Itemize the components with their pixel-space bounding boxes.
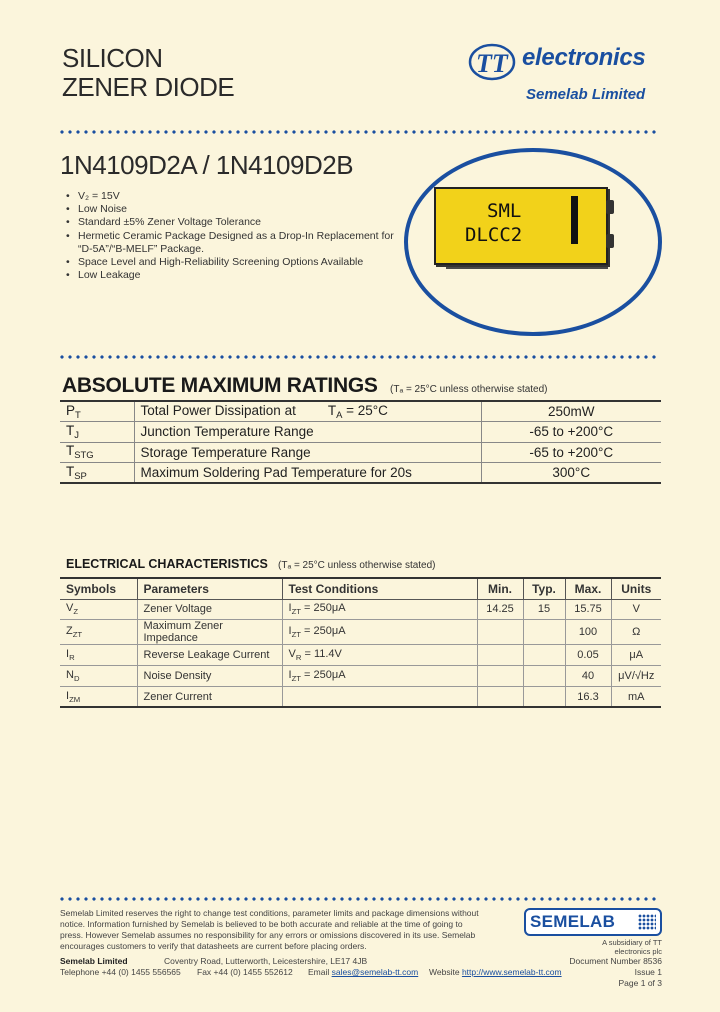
symbol: P — [66, 402, 76, 418]
column-header: Parameters — [137, 578, 282, 599]
symbol: T — [66, 443, 75, 459]
title-line-2: ZENER DIODE — [62, 72, 235, 102]
page-number: Page 1 of 3 — [618, 978, 662, 988]
divider-dotted — [58, 355, 660, 359]
column-header: Max. — [565, 578, 611, 599]
typ-value: 15 — [523, 599, 565, 620]
email-label: Email — [308, 967, 330, 977]
rating-value: 250mW — [481, 401, 661, 422]
column-header: Units — [611, 578, 661, 599]
parameter: Noise Density — [137, 666, 282, 687]
document-title — [62, 44, 234, 102]
min-value — [477, 666, 523, 687]
ratings-note: (Tₐ = 25°C unless otherwise stated) — [390, 384, 548, 395]
subsidiary-note: A subsidiary of TT electronics plc — [602, 938, 662, 956]
semelab-grid-icon — [638, 914, 656, 930]
table-row: $Z_{ZT}$ Maximum Zener Impedance $I_{ZT} = 250\mu A$ 100 Ω — [60, 620, 661, 645]
table-row: $I_R$ Reverse Leakage Current $V_R = 11.4V$ 0.05 μA — [60, 645, 661, 666]
feature-item: • V₂ = 15V — [66, 190, 396, 203]
parameter: Storage Temperature Range — [134, 442, 481, 463]
part-number-title: 1N4109D2A / 1N4109D2B — [60, 150, 354, 180]
symbol: Z — [66, 625, 73, 638]
table-row: $T_J$ Junction Temperature Range -65 to +200°C — [60, 422, 661, 443]
symbol: I — [66, 689, 70, 702]
symbol: T — [66, 463, 75, 479]
website-label: Website — [429, 967, 460, 977]
package-pad — [606, 234, 614, 248]
ratings-title: ABSOLUTE MAXIMUM RATINGS — [62, 374, 378, 397]
column-header: Test Conditions — [282, 578, 477, 599]
document-number: Document Number 8536 — [569, 956, 662, 966]
typ-value — [523, 620, 565, 645]
max-value: 0.05 — [565, 645, 611, 666]
feature-item: • Low Noise — [66, 203, 396, 216]
logo-subtitle: Semelab Limited — [526, 86, 646, 103]
unit: μA — [611, 645, 661, 666]
column-header: Typ. — [523, 578, 565, 599]
test-condition: I — [288, 668, 292, 681]
package-cathode-band — [571, 196, 578, 244]
ratings-table — [60, 400, 661, 484]
disclaimer-text: Semelab Limited reserves the right to change test conditions, parameter limits and package dimensions without notice. Information furnished by Semelab is believed to be both accurate and reliable at the time of going to press. However Semelab assumes no responsibility for any errors or omissions discovered in its use. Semelab encourages customers to verify that datasheets are current before placing orders. — [60, 908, 479, 951]
max-value: 40 — [565, 666, 611, 687]
fax: Fax +44 (0) 1455 552612 — [197, 967, 293, 977]
company-name: Semelab Limited — [60, 956, 128, 966]
parameter: Maximum Soldering Pad Temperature for 20s — [134, 463, 481, 484]
parameter: Total Power Dissipation at — [140, 402, 296, 418]
package-pad — [606, 200, 614, 214]
telephone: Telephone +44 (0) 1455 556565 — [60, 967, 181, 977]
parameter: Zener Current — [137, 686, 282, 707]
electrical-title: ELECTRICAL CHARACTERISTICS — [66, 557, 268, 571]
column-header: Min. — [477, 578, 523, 599]
max-value: 15.75 — [565, 599, 611, 620]
package-label-line-1: SML — [487, 200, 522, 222]
divider-dotted — [58, 130, 660, 134]
parameter: Zener Voltage — [137, 599, 282, 620]
table-row: $T_{STG}$ Storage Temperature Range -65 to +200°C — [60, 442, 661, 463]
max-value: 16.3 — [565, 686, 611, 707]
feature-item: • Hermetic Ceramic Package Designed as a Drop-In Replacement for “D-5A”/“B-MELF” Package. — [66, 230, 396, 256]
rating-value: 300°C — [481, 463, 661, 484]
svg-text:TT: TT — [476, 49, 508, 78]
table-row: $I_{ZM}$ Zener Current 16.3 mA — [60, 686, 661, 707]
feature-item: • Low Leakage — [66, 269, 396, 282]
electrical-table — [60, 577, 661, 708]
rating-value: -65 to +200°C — [481, 442, 661, 463]
unit: Ω — [611, 620, 661, 645]
typ-value — [523, 645, 565, 666]
column-header: Symbols — [60, 578, 137, 599]
semelab-logo-text: SEMELAB — [530, 912, 616, 931]
electrical-note: (Tₐ = 25°C unless otherwise stated) — [278, 560, 436, 571]
typ-value — [523, 686, 565, 707]
feature-list — [66, 190, 396, 282]
table-row: $T_{SP}$ Maximum Soldering Pad Temperature for 20s 300°C — [60, 463, 661, 484]
unit: μV/√Hz — [611, 666, 661, 687]
min-value — [477, 686, 523, 707]
test-condition: I — [288, 602, 292, 615]
divider-dotted — [58, 897, 660, 901]
table-row: $P_T$ Total Power Dissipation at $T_A = 25^\circ C$ 250mW — [60, 401, 661, 422]
unit: V — [611, 599, 661, 620]
symbol: I — [66, 648, 70, 661]
min-value — [477, 645, 523, 666]
company-address: Coventry Road, Lutterworth, Leicestershire, LE17 4JB — [164, 956, 368, 966]
parameter: Reverse Leakage Current — [137, 645, 282, 666]
feature-item: • Space Level and High-Reliability Screening Options Available — [66, 256, 396, 269]
table-header-row — [60, 578, 661, 599]
parameter: Junction Temperature Range — [134, 422, 481, 443]
website-link[interactable]: http://www.semelab-tt.com — [461, 967, 562, 977]
logo-brand-text: electronics — [522, 44, 646, 71]
test-condition: I — [288, 625, 292, 638]
min-value — [477, 620, 523, 645]
test-condition: V — [288, 648, 296, 661]
parameter: Maximum Zener Impedance — [137, 620, 282, 645]
email-link[interactable]: sales@semelab-tt.com — [331, 967, 419, 977]
feature-item: • Standard ±5% Zener Voltage Tolerance — [66, 216, 396, 229]
issue-number: Issue 1 — [634, 967, 662, 977]
max-value: 100 — [565, 620, 611, 645]
symbol: V — [66, 602, 74, 615]
typ-value — [523, 666, 565, 687]
unit: mA — [611, 686, 661, 707]
min-value: 14.25 — [477, 599, 523, 620]
title-line-1: SILICON — [62, 43, 163, 73]
condition: T — [327, 402, 337, 418]
symbol: N — [66, 668, 74, 681]
symbol: T — [66, 422, 75, 438]
package-label-line-2: DLCC2 — [465, 224, 523, 246]
table-row: $N_D$ Noise Density $I_{ZT} = 250\mu A$ 40 μV/√Hz — [60, 666, 661, 687]
table-row: $V_Z$ Zener Voltage $I_{ZT} = 250\mu A$ 14.25 15 15.75 V — [60, 599, 661, 620]
rating-value: -65 to +200°C — [481, 422, 661, 443]
